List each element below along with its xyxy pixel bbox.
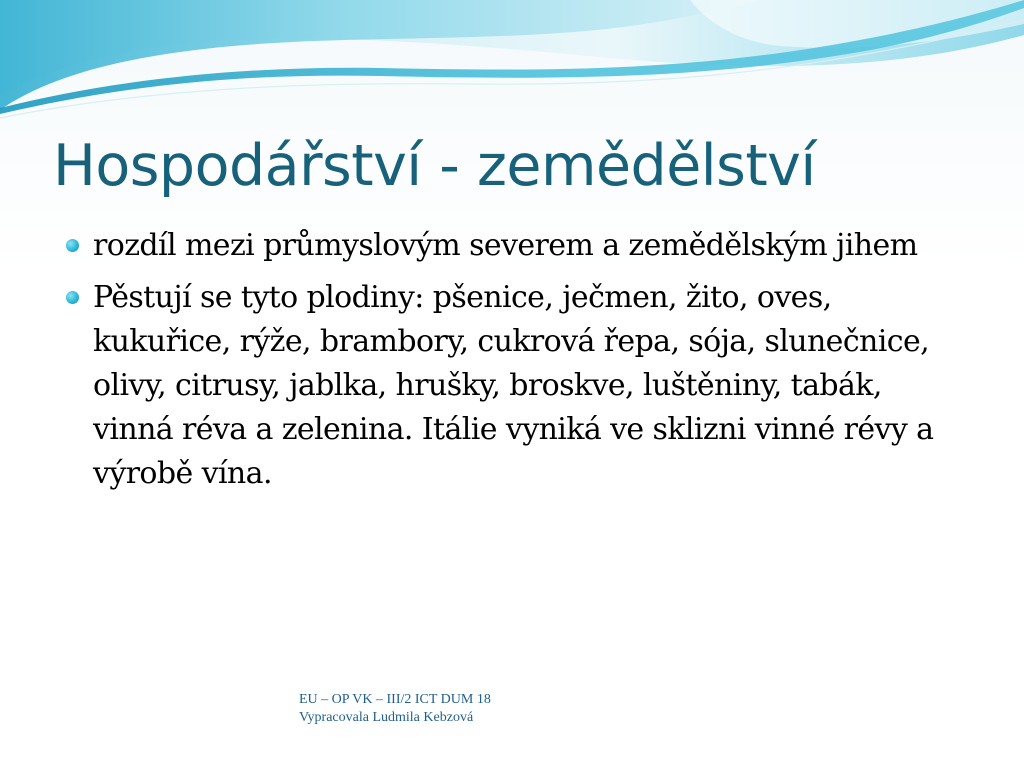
footer-author: Vypracovala Ludmila Kebzová: [299, 710, 474, 725]
slide-title: Hospodářství - zemědělství: [53, 133, 816, 199]
bullet-item: [62, 224, 962, 268]
bullet-dot-icon: [66, 239, 79, 252]
bullet-item: [62, 276, 962, 496]
header-wave-decoration: [0, 0, 1024, 130]
bullet-text: rozdíl mezi průmyslovým severem a zemědělským jihem: [93, 228, 918, 263]
bullet-list: [62, 224, 962, 504]
bullet-dot-icon: [66, 291, 79, 304]
footer: [299, 691, 491, 727]
footer-project-code: EU – OP VK – III/2 ICT DUM 18: [299, 692, 491, 707]
bullet-text: Pěstují se tyto plodiny: pšenice, ječmen, žito, oves, kukuřice, rýže, brambory, cukrová řepa, sója, slunečnice, olivy, citrusy, jablka, hrušky, broskve, luštěniny, tabák, vinná réva a zelenina. Itálie vyniká ve sklizni vinné révy a výrobě vína.: [93, 280, 934, 491]
